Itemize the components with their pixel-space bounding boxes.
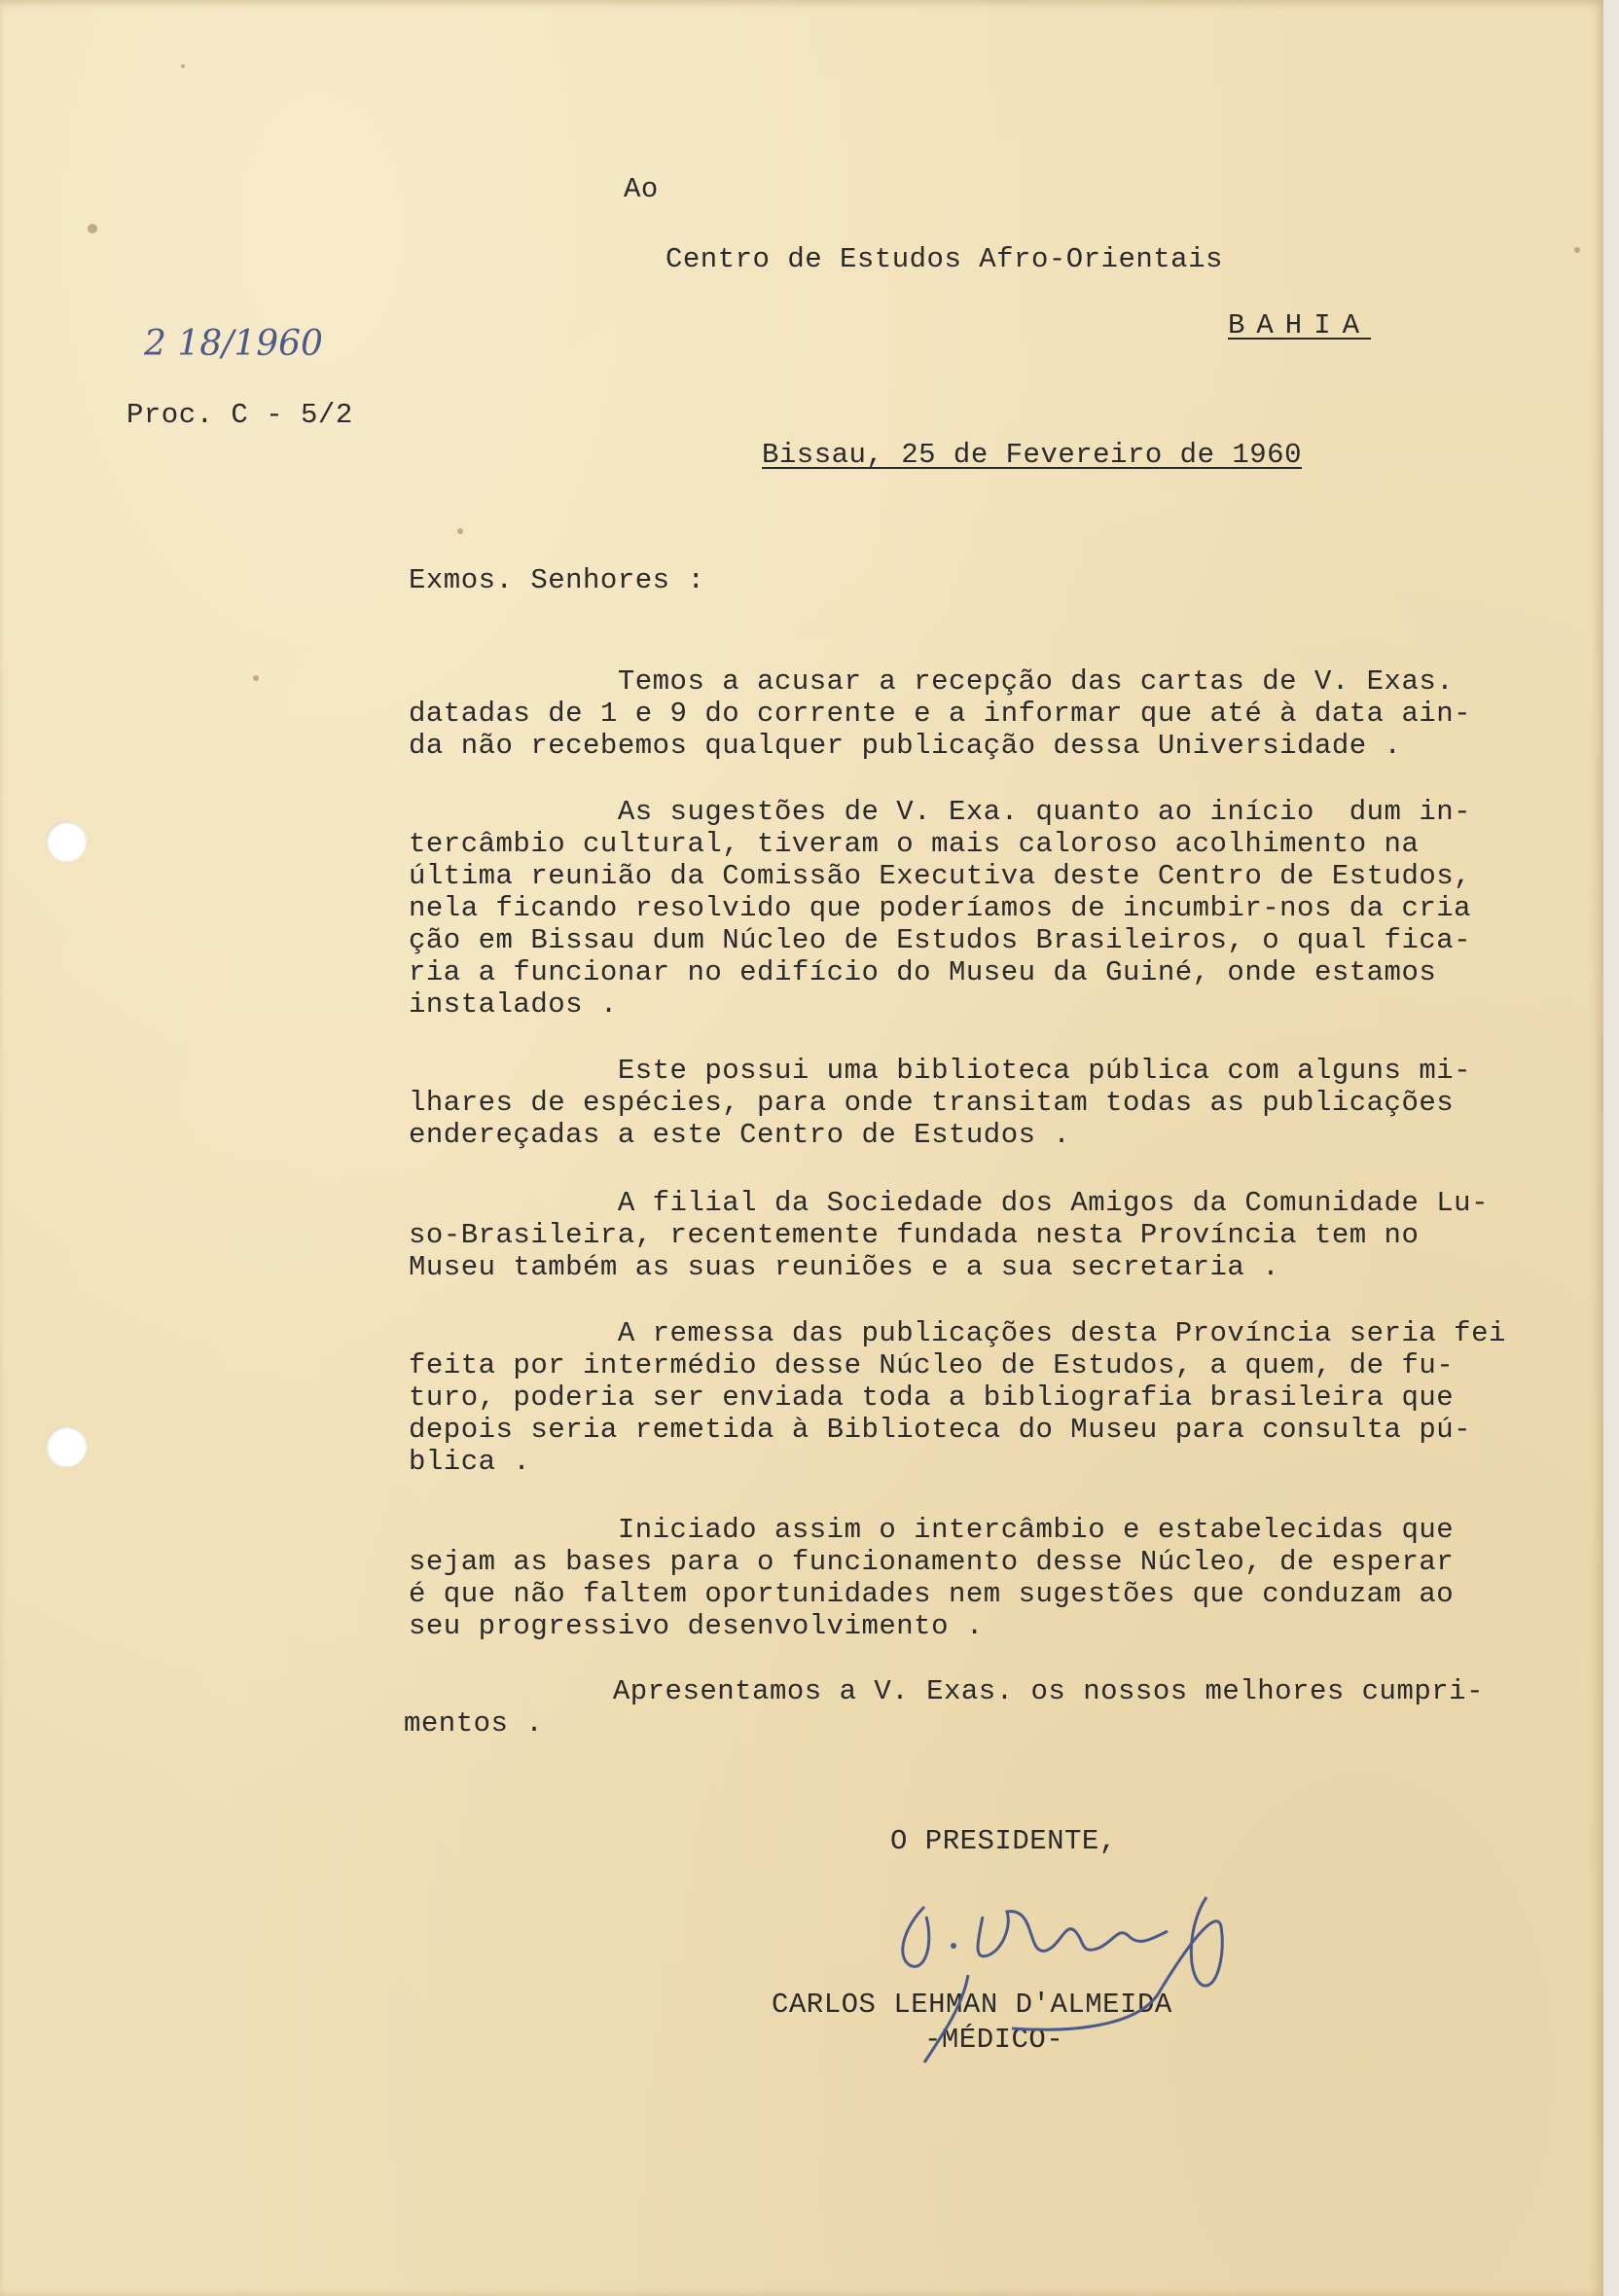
paper-speck bbox=[253, 675, 259, 681]
addressee-name: Centro de Estudos Afro-Orientais bbox=[666, 243, 1223, 275]
paper-speck bbox=[1574, 247, 1580, 253]
paragraph-3: Este possui uma biblioteca pública com alguns mi- lhares de espécies, para onde transitam todas as publicações endereçadas a este Centro de Estudos . bbox=[409, 1055, 1472, 1151]
signer-title: -MÉDICO- bbox=[924, 2024, 1064, 2056]
signer-name: CARLOS LEHMAN D'ALMEIDA bbox=[772, 1989, 1172, 2021]
paragraph-6: Iniciado assim o intercâmbio e estabelecidas que sejam as bases para o funcionamento desse Núcleo, de esperar é que não faltem oportunidades nem sugestões que conduzam ao seu progressivo desenvolvimento . bbox=[409, 1514, 1455, 1642]
paragraph-4: A filial da Sociedade dos Amigos da Comunidade Lu- so-Brasileira, recentemente fundada nesta Província tem no Museu também as suas reuniões e a sua secretaria . bbox=[409, 1187, 1489, 1283]
punch-hole-bottom bbox=[46, 1426, 87, 1467]
addressee-prefix: Ao bbox=[624, 173, 659, 205]
punch-hole-top bbox=[46, 821, 87, 862]
paragraph-2: As sugestões de V. Exa. quanto ao início dum in- tercâmbio cultural, tiveram o mais caloroso acolhimento na última reunião da Comissão Executiva deste Centro de Estudos, nela ficando resolvido que poderíamos de incumbir-nos da cria ção em Bissau dum Núcleo de Estudos Brasileiros, o qual fica- ria a funcionar no edifício do Museu da Guiné, onde estamos instalados . bbox=[409, 796, 1472, 1021]
place-date: Bissau, 25 de Fevereiro de 1960 bbox=[762, 439, 1302, 471]
reference-number: 2 18/1960 bbox=[144, 324, 323, 364]
paper-speck bbox=[88, 224, 97, 233]
scan-edge bbox=[1603, 0, 1619, 2296]
salutation: Exmos. Senhores : bbox=[409, 564, 705, 596]
process-reference: Proc. C - 5/2 bbox=[126, 399, 353, 431]
paper-speck bbox=[457, 528, 463, 534]
paragraph-1: Temos a acusar a recepção das cartas de V. Exas. datadas de 1 e 9 do corrente e a informar que até à data ain- da não recebemos qualquer publicação dessa Universidade . bbox=[409, 665, 1472, 762]
handwritten-signature bbox=[866, 1887, 1275, 2072]
paragraph-5: A remessa das publicações desta Província seria fei feita por intermédio desse Núcleo de Estudos, a quem, de fu- turo, poderia ser enviada toda a bibliografia brasileira que depois seria remetida à Biblioteca do Museu para consulta pú- blica . bbox=[409, 1317, 1506, 1478]
paragraph-7: Apresentamos a V. Exas. os nossos melhores cumpri- mentos . bbox=[404, 1675, 1484, 1740]
addressee-city: BAHIA bbox=[1228, 309, 1372, 341]
closing: O PRESIDENTE, bbox=[890, 1825, 1117, 1857]
paper-speck bbox=[181, 64, 185, 68]
